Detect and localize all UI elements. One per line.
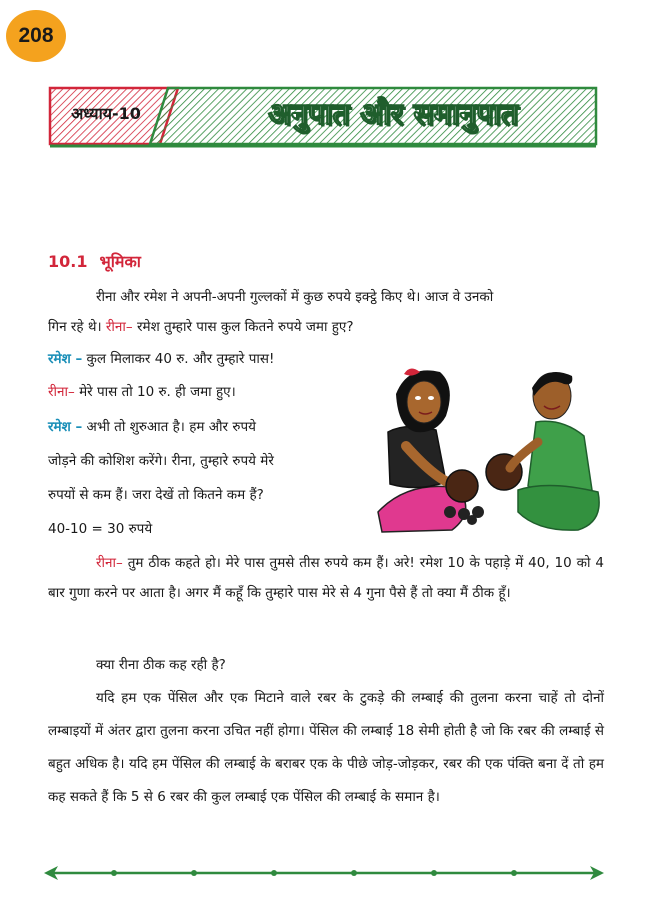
intro-line-2-rest: रमेश तुम्हारे पास कुल कितने रुपये जमा हुए? bbox=[136, 319, 354, 335]
calculation-line: 40-10 = 30 रुपये bbox=[48, 521, 153, 537]
speaker-ramesh: रमेश – bbox=[48, 351, 83, 367]
intro-line-2 bbox=[48, 312, 354, 342]
question-line: क्या रीना ठीक कह रही है? bbox=[96, 657, 226, 673]
section-title: भूमिका bbox=[99, 252, 141, 271]
intro-line-1: रीना और रमेश ने अपनी-अपनी गुल्लकों में कुछ रुपये इक्ट्ठे किए थे। आज वे उनको bbox=[96, 289, 494, 305]
speaker-ramesh: रमेश – bbox=[48, 419, 83, 435]
dialogue-line-continued-2: रुपयों से कम हैं। जरा देखें तो कितने कम हैं? bbox=[48, 487, 264, 503]
reena-reply-text: तुम ठीक कहते हो। मेरे पास तुमसे तीस रुपये कम हैं। अरे! रमेश 10 के पहाड़े में 40, 10 को 4 बार गुणा करने पर आता है। अगर मैं कहूँ कि तुम्हारे पास मेरे से 4 गुना पैसे हैं तो क्या मैं ठीक हूँ। bbox=[48, 555, 604, 601]
page-number: 208 bbox=[18, 24, 54, 47]
dialogue-line-ramesh-1 bbox=[48, 344, 274, 374]
dialogue-line-continued-1: जोड़ने की कोशिश करेंगे। रीना, तुम्हारे रुपये मेरे bbox=[48, 453, 274, 469]
chapter-title: अनुपात और समानुपात bbox=[268, 97, 518, 132]
dialogue-text: कुल मिलाकर 40 रु. और तुम्हारे पास! bbox=[86, 351, 275, 367]
bottom-divider bbox=[44, 862, 604, 884]
chapter-banner bbox=[48, 82, 598, 148]
dialogue-line-ramesh-2 bbox=[48, 412, 256, 442]
page-number-badge bbox=[6, 10, 66, 62]
intro-line-2-text: गिन रहे थे। bbox=[48, 319, 102, 335]
dialogue-text: अभी तो शुरुआत है। हम और रुपये bbox=[86, 419, 256, 435]
dialogue-text: मेरे पास तो 10 रु. ही जमा हुए। bbox=[79, 384, 236, 400]
chapter-number: अध्याय-10 bbox=[71, 104, 141, 123]
pencil-paragraph: यदि हम एक पेंसिल और एक मिटाने वाले रबर के टुकड़े की लम्बाई की तुलना करना चाहें तो दोनों लम्बाइयों में अंतर द्वारा तुलना करना उचित नहीं होगा। पेंसिल की लम्बाई 18 सेमी होती है जो कि रबर की लम्बाई से बहुत अधिक है। यदि हम पेंसिल की लम्बाई के बराबर एक के पीछे जोड़-जोड़कर, रबर की एक पंक्ति बना दें तो हम कह सकते हैं कि 5 से 6 रबर की कुल लम्बाई एक पेंसिल की लम्बाई के समान है। bbox=[48, 690, 604, 805]
children-counting-illustration bbox=[348, 362, 606, 538]
section-number: 10.1 bbox=[48, 252, 88, 271]
section-heading bbox=[48, 250, 153, 272]
dialogue-line-reena-1 bbox=[48, 377, 236, 407]
speaker-reena: रीना– bbox=[48, 384, 75, 400]
speaker-reena: रीना– bbox=[96, 555, 123, 571]
reena-reply-paragraph bbox=[48, 548, 604, 608]
speaker-reena: रीना– bbox=[105, 319, 133, 335]
